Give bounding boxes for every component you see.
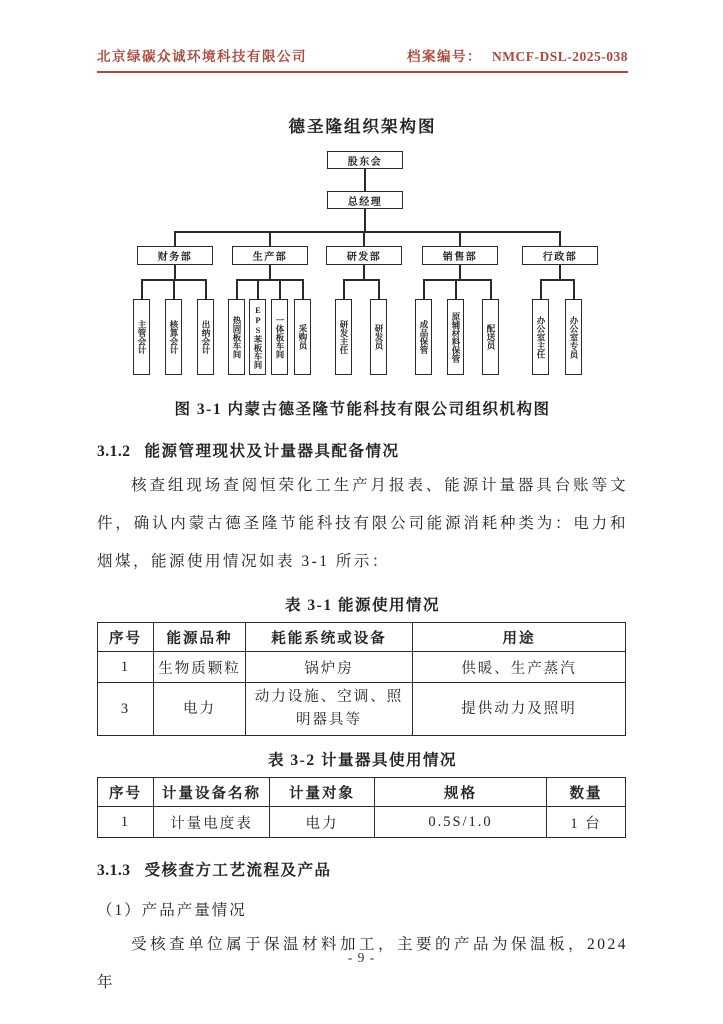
connector-line xyxy=(174,265,176,279)
connector-line xyxy=(269,265,271,279)
org-box-office-director: 办公室主任 xyxy=(532,299,549,375)
connector-line xyxy=(205,279,207,299)
org-box-finished-keeper: 成品保管 xyxy=(415,299,432,375)
connector-line xyxy=(540,279,574,281)
org-box-cashier: 出纳会计 xyxy=(197,299,214,375)
org-box-office-specialist: 办公室专员 xyxy=(565,299,582,375)
column-header: 序号 xyxy=(98,623,154,652)
org-box-shareholders: 股东会 xyxy=(327,151,403,169)
table-cell: 提供动力及照明 xyxy=(413,683,626,736)
connector-line xyxy=(363,231,365,246)
file-number-value: NMCF-DSL-2025-038 xyxy=(492,49,628,64)
connector-line xyxy=(141,279,143,299)
org-chart-title: 德圣隆组织架构图 xyxy=(288,117,437,136)
table-cell: 锅炉房 xyxy=(246,652,413,683)
section-title: 受核查方工艺流程及产品 xyxy=(144,862,332,879)
connector-line xyxy=(173,279,175,299)
column-header: 数量 xyxy=(547,778,626,807)
org-box-chief-accountant: 主管会计 xyxy=(133,299,150,375)
org-box-dept-production: 生产部 xyxy=(232,246,308,265)
header-rule xyxy=(97,71,628,73)
table-3-1 xyxy=(97,622,626,736)
table-cell: 3 xyxy=(98,683,154,736)
connector-line xyxy=(343,279,345,299)
table-cell: 生物质颗粒 xyxy=(154,652,246,683)
table-cell: 动力设施、空调、照明器具等 xyxy=(246,683,413,736)
org-box-dept-finance: 财务部 xyxy=(137,246,213,265)
connector-line xyxy=(279,279,281,299)
connector-line xyxy=(364,209,366,231)
table-cell: 1 台 xyxy=(547,807,626,838)
org-box-deliverer: 配送员 xyxy=(482,299,499,375)
connector-line xyxy=(455,279,457,299)
table-row xyxy=(98,683,626,736)
org-box-eps-workshop: EPS苯板车间 xyxy=(249,299,266,375)
column-header: 计量对象 xyxy=(270,778,375,807)
connector-line xyxy=(363,265,365,279)
org-box-thermoset-workshop: 热固板车间 xyxy=(228,299,245,375)
body-paragraph: 受核查单位属于保温材料加工，主要的产品为保温板，2024 年 xyxy=(97,936,628,991)
connector-line xyxy=(573,279,575,299)
org-box-dept-rnd: 研发部 xyxy=(326,246,402,265)
table-header-row xyxy=(98,623,626,652)
org-box-general-manager: 总经理 xyxy=(327,191,403,209)
connector-line xyxy=(423,279,491,281)
column-header: 计量设备名称 xyxy=(154,778,270,807)
column-header: 能源品种 xyxy=(154,623,246,652)
table-cell: 1 xyxy=(98,807,154,838)
table-cell: 1 xyxy=(98,652,154,683)
connector-line xyxy=(269,231,271,246)
table-cell: 电力 xyxy=(154,683,246,736)
org-box-rnd-staff: 研发员 xyxy=(370,299,387,375)
section-number: 3.1.3 xyxy=(97,862,131,879)
table-3-2-title: 表 3-2 计量器具使用情况 xyxy=(268,752,457,769)
org-chart xyxy=(97,147,628,381)
connector-line xyxy=(378,279,380,299)
table-cell: 供暖、生产蒸汽 xyxy=(413,652,626,683)
document-header xyxy=(97,45,628,71)
column-header: 规格 xyxy=(375,778,547,807)
connector-line xyxy=(174,231,560,233)
table-3-2 xyxy=(97,777,626,838)
connector-line xyxy=(459,231,461,246)
section-heading-312 xyxy=(97,439,628,461)
column-header: 序号 xyxy=(98,778,154,807)
sub-item-heading: （1）产品产量情况 xyxy=(97,902,247,919)
column-header: 耗能系统或设备 xyxy=(246,623,413,652)
connector-line xyxy=(559,231,561,246)
org-box-material-keeper: 原辅材料保管 xyxy=(447,299,464,375)
connector-line xyxy=(257,279,259,299)
table-row xyxy=(98,652,626,683)
connector-line xyxy=(343,279,379,281)
org-box-panel-workshop: 一体板车间 xyxy=(271,299,288,375)
org-box-rnd-director: 研发主任 xyxy=(335,299,352,375)
connector-line xyxy=(540,279,542,299)
page-number: - 9 - xyxy=(347,950,376,965)
connector-line xyxy=(559,265,561,279)
org-box-dept-admin: 行政部 xyxy=(522,246,598,265)
section-number: 3.1.2 xyxy=(97,443,131,460)
table-cell: 电力 xyxy=(270,807,375,838)
table-cell: 计量电度表 xyxy=(154,807,270,838)
table-cell: 0.5S/1.0 xyxy=(375,807,547,838)
connector-line xyxy=(490,279,492,299)
connector-line xyxy=(423,279,425,299)
section-heading-313 xyxy=(97,858,628,880)
body-paragraph: 核查组现场查阅恒荣化工生产月报表、能源计量器具台账等文件，确认内蒙古德圣隆节能科技有限公司能源消耗种类为：电力和烟煤，能源使用情况如表 3-1 所示： xyxy=(97,477,628,570)
org-box-dept-sales: 销售部 xyxy=(422,246,498,265)
org-box-cost-accountant: 核算会计 xyxy=(165,299,182,375)
section-title: 能源管理现状及计量器具配备情况 xyxy=(144,443,400,460)
connector-line xyxy=(459,265,461,279)
column-header: 用途 xyxy=(413,623,626,652)
org-box-purchaser: 采购员 xyxy=(294,299,311,375)
connector-line xyxy=(302,279,304,299)
table-3-1-title: 表 3-1 能源使用情况 xyxy=(285,597,440,614)
company-name: 北京绿碳众诚环境科技有限公司 xyxy=(97,49,307,64)
connector-line xyxy=(174,231,176,246)
table-row xyxy=(98,807,626,838)
file-number-label: 档案编号： xyxy=(407,49,482,64)
connector-line xyxy=(236,279,238,299)
figure-caption: 图 3-1 内蒙古德圣隆节能科技有限公司组织机构图 xyxy=(174,401,551,418)
table-header-row xyxy=(98,778,626,807)
file-number xyxy=(407,45,628,65)
connector-line xyxy=(236,279,303,281)
connector-line xyxy=(364,169,366,191)
